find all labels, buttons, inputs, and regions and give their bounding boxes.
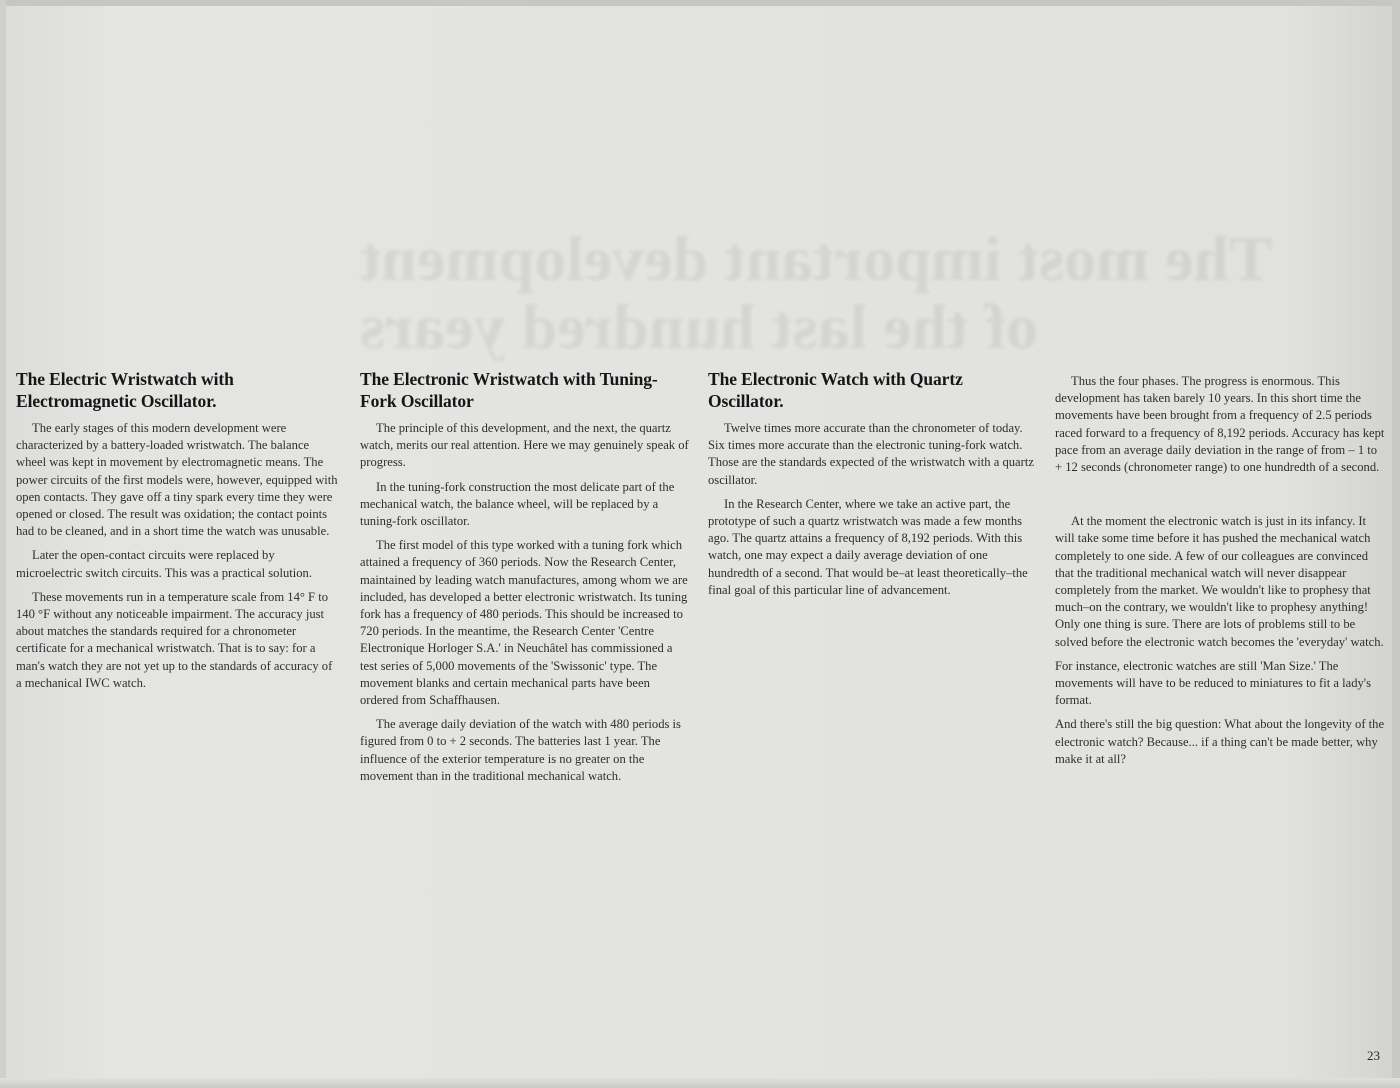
section-heading: The Electric Wristwatch with Electromagnetic Oscillator.	[16, 369, 234, 411]
paragraph: In the Research Center, where we take an active part, the prototype of such a quartz wristwatch was made a few months ago. The quartz attains a frequency of 8,192 periods. With this watch, one may expect a daily average deviation of one hundredth of a second. That would be–at least theoretically–the final goal of this particular line of advancement.	[708, 496, 1028, 597]
column-electromagnetic	[16, 368, 338, 699]
page-edge-bottom	[0, 1078, 1400, 1088]
section-heading: The Electronic Watch with Quartz Oscillator.	[708, 369, 963, 411]
page-edge-right	[1392, 0, 1400, 1088]
paragraph: The first model of this type worked with a tuning fork which attained a frequency of 360 periods. Now the Research Center, maintained by leading watch manufactures, among whom we are included, has developed a better electronic wristwatch. Its tuning fork has a frequency of 480 periods. This should be increased to 720 periods. In the meantime, the Research Center 'Centre Electronique Horloger S.A.' in Neuchâtel has commissioned a test series of 5,000 movements of the 'Swissonic' type. The movement blanks and certain mechanical parts have been ordered from Schaffhausen.	[360, 538, 688, 708]
show-through-heading: The most important development of the last hundred years	[360, 223, 1272, 362]
paragraph: Later the open-contact circuits were replaced by microelectric switch circuits. This was a practical solution.	[16, 548, 312, 580]
page-edge-left	[0, 0, 6, 1088]
paragraph: Twelve times more accurate than the chronometer of today. Six times more accurate than the electronic tuning-fork watch. Those are the standards expected of the wristwatch with a quartz oscillator.	[708, 421, 1034, 487]
paragraph: Thus the four phases. The progress is enormous. This development has taken barely 10 years. In this short time the movements have been brought from a frequency of 2.5 periods raced forward to a frequency of 8,192 periods. Accuracy has kept pace from an average daily deviation in the range of from – 1 to + 12 seconds (chronometer range) to one hundredth of a second.	[1055, 374, 1385, 475]
paragraph: These movements run in a temperature scale from 14° F to 140 °F without any noticeable impairment. The accuracy just about matches the standards required for a chronometer certificate for a mechanical wristwatch. That is to say: for a man's watch they are not yet up to the standards of accuracy of a mechanical IWC watch.	[16, 589, 333, 690]
page-edge-top	[0, 0, 1400, 6]
paragraph: At the moment the electronic watch is just in its infancy. It will take some time before it has pushed the mechanical watch completely to one side. A few of our colleagues are convinced that the traditional mechanical watch will never disappear completely from the market. We wouldn't like to prophesy that much–on the contrary, we wouldn't like to prophesy anything! Only one thing is sure. There are lots of problems still to be solved before the electronic watch becomes the 'everyday' watch.	[1055, 514, 1384, 649]
column-conclusion	[1055, 373, 1385, 775]
paragraph: The early stages of this modern development were characterized by a battery-loaded wristwatch. The balance wheel was kept in movement by electromagnetic means. The power circuits of the first models were, however, equipped with open contacts. They gave off a tiny spark every time they were opened or closed. The result was oxidation; the contact points had to be cleaned, and in a short time the watch was unusable.	[16, 421, 338, 539]
paragraph: The average daily deviation of the watch with 480 periods is figured from 0 to + 2 seconds. The batteries last 1 year. The influence of the exterior temperature is no greater on the movement than in the traditional mechanical watch.	[360, 717, 681, 783]
paragraph: For instance, electronic watches are still 'Man Size.' The movements will have to be reduced to miniatures to fit a lady's format.	[1055, 658, 1371, 708]
paragraph-gap	[1055, 483, 1385, 513]
page-number: 23	[1367, 1048, 1380, 1063]
column-quartz	[708, 368, 1036, 606]
section-heading: The Electronic Wristwatch with Tuning-Fork Oscillator	[360, 369, 658, 411]
column-tuning-fork	[360, 368, 690, 792]
paragraph: In the tuning-fork construction the most delicate part of the mechanical watch, the balance wheel, will be replaced by a tuning-fork oscillator.	[360, 479, 675, 529]
paragraph: The principle of this development, and the next, the quartz watch, merits our real attention. Here we may genuinely speak of progress.	[360, 421, 689, 470]
paragraph: And there's still the big question: What about the longevity of the electronic watch? Because... if a thing can't be made better, why make it at all?	[1055, 717, 1385, 766]
